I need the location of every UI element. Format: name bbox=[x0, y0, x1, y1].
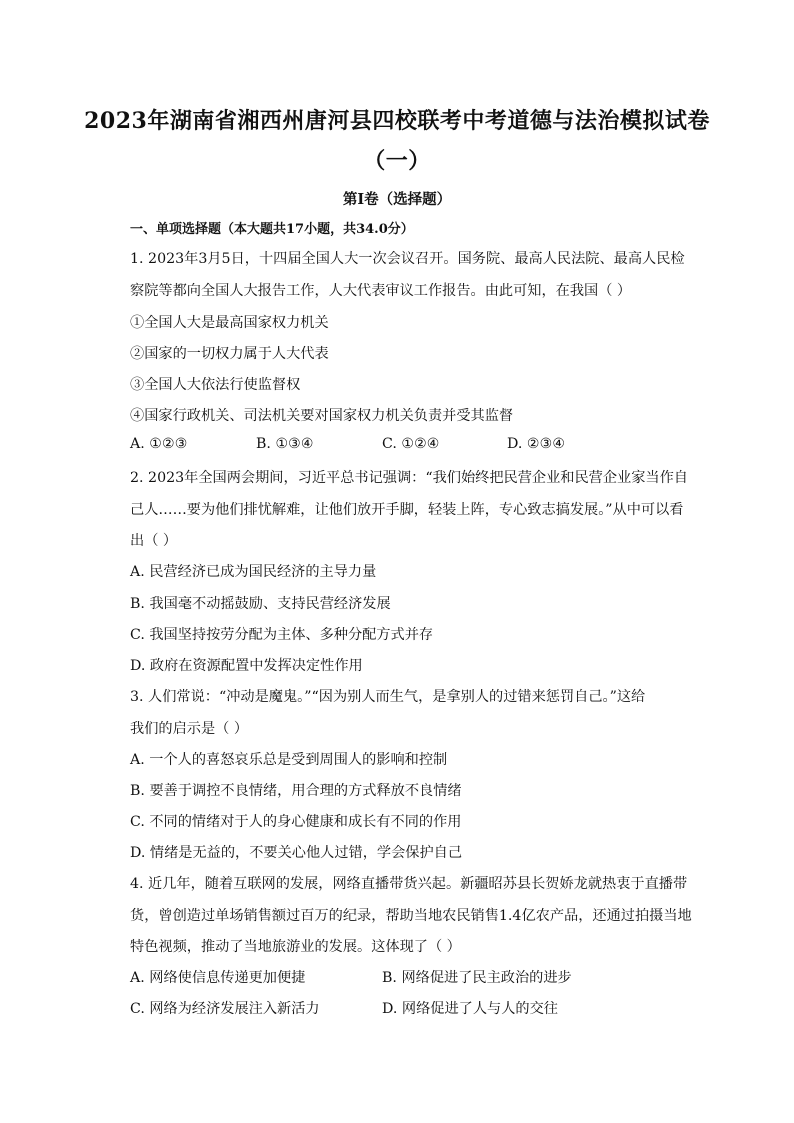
question-3-option-b[interactable]: B. 要善于调控不良情绪，用合理的方式释放不良情绪 bbox=[130, 783, 462, 799]
question-1-item-1: ①全国人大是最高国家权力机关 bbox=[130, 315, 329, 331]
question-4-option-b[interactable]: B. 网络促进了民主政治的进步 bbox=[382, 970, 572, 986]
question-2-option-d[interactable]: D. 政府在资源配置中发挥决定性作用 bbox=[130, 658, 363, 674]
question-4-stem-line-2: 货，曾创造过单场销售额过百万的纪录，帮助当地农民销售1.4亿农产品，还通过拍摄当地 bbox=[130, 908, 692, 924]
question-3-option-a[interactable]: A. 一个人的喜怒哀乐总是受到周围人的影响和控制 bbox=[130, 752, 448, 768]
question-3-option-c[interactable]: C. 不同的情绪对于人的身心健康和成长有不同的作用 bbox=[130, 814, 462, 830]
question-2-option-a[interactable]: A. 民营经济已成为国民经济的主导力量 bbox=[130, 564, 377, 580]
question-1-item-2: ②国家的一切权力属于人大代表 bbox=[130, 346, 329, 362]
question-4-stem-line-3: 特色视频，推动了当地旅游业的发展。这体现了（ ） bbox=[130, 939, 461, 955]
question-3-option-d[interactable]: D. 情绪是无益的，不要关心他人过错，学会保护自己 bbox=[130, 845, 463, 861]
question-1-option-c[interactable]: C. ①②④ bbox=[382, 436, 440, 452]
question-2-stem-line-3: 出（ ） bbox=[130, 533, 178, 549]
question-1-stem-line-2: 察院等都向全国人大报告工作，人大代表审议工作报告。由此可知，在我国（ ） bbox=[130, 283, 632, 299]
question-4-option-c[interactable]: C. 网络为经济发展注入新活力 bbox=[130, 1001, 320, 1017]
question-3-stem-line-2: 我们的启示是（ ） bbox=[130, 721, 249, 737]
question-1-item-4: ④国家行政机关、司法机关要对国家权力机关负责并受其监督 bbox=[130, 408, 514, 424]
question-4-option-d[interactable]: D. 网络促进了人与人的交往 bbox=[382, 1001, 558, 1017]
question-2-option-b[interactable]: B. 我国毫不动摇鼓励、支持民营经济发展 bbox=[130, 596, 391, 612]
section-title: 第Ⅰ卷（选择题） bbox=[342, 191, 452, 208]
question-3-stem-line-1: 3. 人们常说：“冲动是魔鬼。”“因为别人而生气，是拿别人的过错来惩罚自己。”这给 bbox=[130, 689, 646, 705]
question-1-stem-line-1: 1. 2023年3月5日，十四届全国人大一次会议召开。国务院、最高人民法院、最高人民检 bbox=[130, 251, 685, 267]
question-1-option-d[interactable]: D. ②③④ bbox=[507, 436, 566, 452]
question-4-stem-line-1: 4. 近几年，随着互联网的发展，网络直播带货兴起。新疆昭苏县长贺娇龙就热衷于直播带 bbox=[130, 876, 688, 892]
exam-title: 2023年湖南省湘西州唐河县四校联考中考道德与法治模拟试卷 bbox=[84, 108, 710, 134]
question-2-option-c[interactable]: C. 我国坚持按劳分配为主体、多种分配方式并存 bbox=[130, 627, 434, 643]
part-header: 一、单项选择题（本大题共17小题，共34.0分） bbox=[130, 222, 414, 237]
question-2-stem-line-2: 己人……要为他们排忧解难，让他们放开手脚，轻装上阵，专心致志搞发展。”从中可以看 bbox=[130, 502, 684, 518]
question-1-option-a[interactable]: A. ①②③ bbox=[130, 436, 188, 452]
exam-subtitle: （一） bbox=[363, 148, 431, 174]
question-1-item-3: ③全国人大依法行使监督权 bbox=[130, 377, 301, 393]
question-1-option-b[interactable]: B. ①③④ bbox=[256, 436, 314, 452]
question-2-stem-line-1: 2. 2023年全国两会期间，习近平总书记强调：“我们始终把民营企业和民营企业家当作自 bbox=[130, 470, 688, 486]
question-4-option-a[interactable]: A. 网络使信息传递更加便捷 bbox=[130, 970, 306, 986]
